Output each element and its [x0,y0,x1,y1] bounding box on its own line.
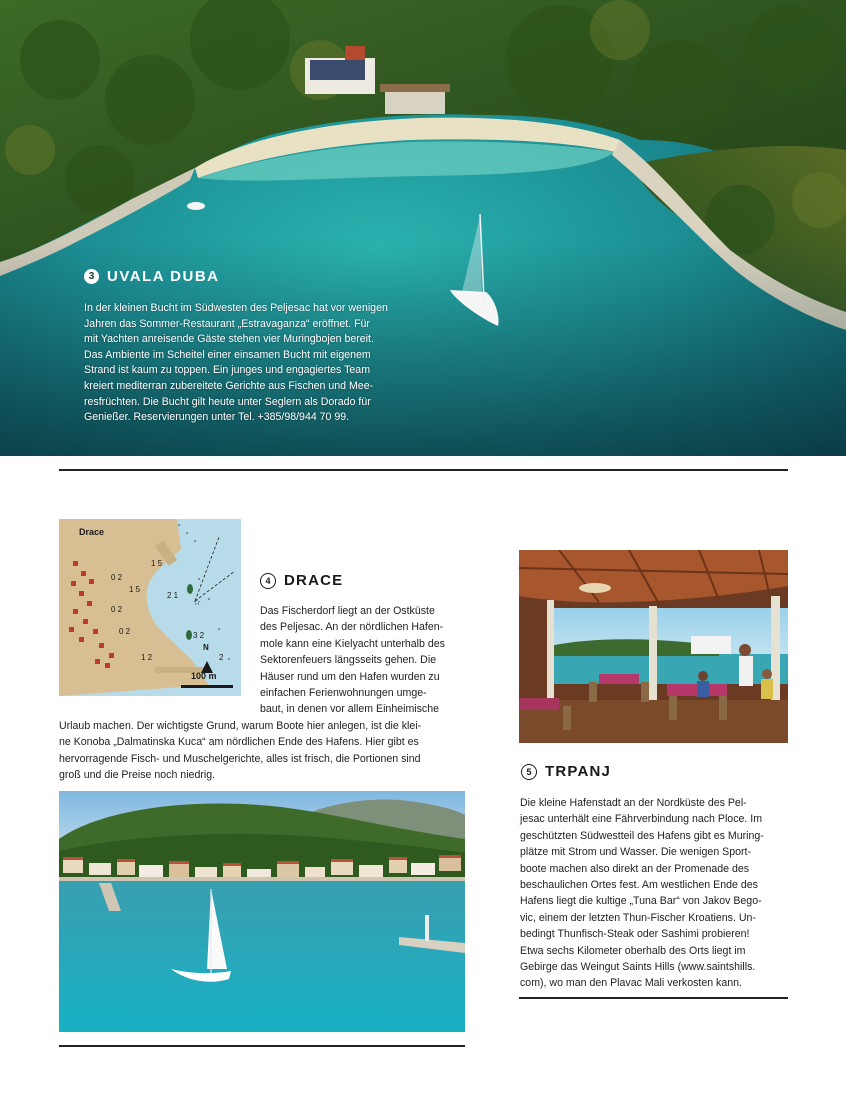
section-4-title: DRACE [284,572,344,589]
map-depth: 1 5 [151,559,163,568]
text-line: geschützten Südwestteil des Hafens gibt es Muring- [520,829,764,842]
text-line: baut, in denen vor allem Einheimische [260,703,440,716]
map-depth: 2 1 [167,591,179,600]
text-line: des Peljesac. An der nördlichen Hafen- [260,621,444,634]
text-line: ne Konoba „Dalmatinska Kuca“ am nördlichen Ende des Hafens. Hier gibt es [59,736,419,749]
map-depth: 1 5 [129,585,141,594]
text-line: mit Yachten anreisende Gäste stehen vier Muringbojen bereit. [84,333,374,346]
text-line: beschaulichen Ortes fest. Am westlichen Ende des [520,879,758,892]
map-place-label: Drace [79,527,105,537]
section-3-number: 3 [84,269,99,284]
text-line: bedingt Thunfisch-Steak oder Sashimi probieren! [520,928,750,941]
photo-tuna-bar-terrace [519,550,788,743]
text-line: jesac unterhält eine Fährverbindung nach Ploce. Im [520,813,763,826]
section-5-number: 5 [521,764,537,780]
text-line: Strand ist kaum zu toppen. Ein junges und engagiertes Team [84,364,371,377]
text-line: Jahren das Sommer-Restaurant „Estravaganza“ eröffnet. Für [84,317,370,330]
map-depth: 0 2 [119,627,131,636]
text-line: mole kann eine Kielyacht unterhalb des [260,637,445,650]
section-3-body [84,301,414,426]
text-line: Genießer. Reservierungen unter Tel. +385/98/944 70 99. [84,411,350,424]
map-depth: 0 2 [111,573,123,582]
section-3-title: UVALA DUBA [107,268,220,285]
section-4-number: 4 [260,573,276,589]
divider-bottom-right [519,997,788,999]
scale-label: 100 m [191,671,217,681]
text-line: Etwa sechs Kilometer oberhalb des Orts liegt im [520,944,746,957]
text-line: groß und die Preise noch niedrig. [59,769,216,782]
text-line: boote machen also direkt an der Promenade des [520,862,750,875]
text-line: Das Fischerdorf liegt an der Ostküste [260,605,435,617]
map-depth: 3 2 [193,631,205,640]
text-line: Sektorenfeuers längsseits gehen. Die [260,654,437,667]
section-4-heading [260,572,343,589]
text-line: Gebirge das Weingut Saints Hills (www.saintshills. [520,961,756,974]
map-depth: 2 [219,653,224,662]
text-line: Das Ambiente im Scheitel einer einsamen Bucht mit eigenem [84,348,371,361]
section-4-body-narrow [260,603,445,718]
text-line: einfachen Ferienwohnungen umge- [260,687,427,700]
map-depth: 0 2 [111,605,123,614]
text-line: com), wo man den Plavac Mali verkosten kann. [520,977,742,990]
text-line: resfrüchten. Die Bucht gilt heute unter Seglern als Dorado für [84,395,371,408]
photo-drace-harbor [59,791,465,1032]
north-label: N [203,643,209,652]
section-5-body [520,795,764,992]
section-3-heading [84,268,220,285]
text-line: plätze mit Strom und Wasser. Die wenigen Sport- [520,846,751,859]
harbor-map-drace [59,519,241,696]
divider-bottom-left [59,1045,465,1047]
map-illustration [59,519,241,696]
section-5-title: TRPANJ [545,763,612,780]
text-line: hervorragende Fisch- und Muschelgerichte, alles ist frisch, die Portionen sind [59,752,421,765]
divider-top [59,469,788,471]
text-line: In der kleinen Bucht im Südwesten des Peljesac hat vor wenigen [84,302,388,314]
map-depth: 1 2 [141,653,153,662]
section-5-heading [521,763,611,780]
text-line: Urlaub machen. Der wichtigste Grund, warum Boote hier anlegen, ist die klei- [59,720,422,732]
trpanj-photo-illustration [519,550,788,743]
section-4-body-wide [59,718,421,784]
drace-photo-illustration [59,791,465,1032]
text-line: kreiert mediterran zubereitete Gerichte aus Fischen und Mee- [84,379,374,392]
svg-text:☆: ☆ [193,598,202,608]
text-line: Häuser rund um den Hafen wurden zu [260,670,440,683]
text-line: vic, einem der letzten Thun-Fischer Kroatiens. Un- [520,911,756,924]
hero-photo-uvala-duba [0,0,846,456]
text-line: Hafens liegt die kultige „Tuna Bar“ von Jakov Bego- [520,895,762,908]
text-line: Die kleine Hafenstadt an der Nordküste des Pel- [520,797,747,809]
